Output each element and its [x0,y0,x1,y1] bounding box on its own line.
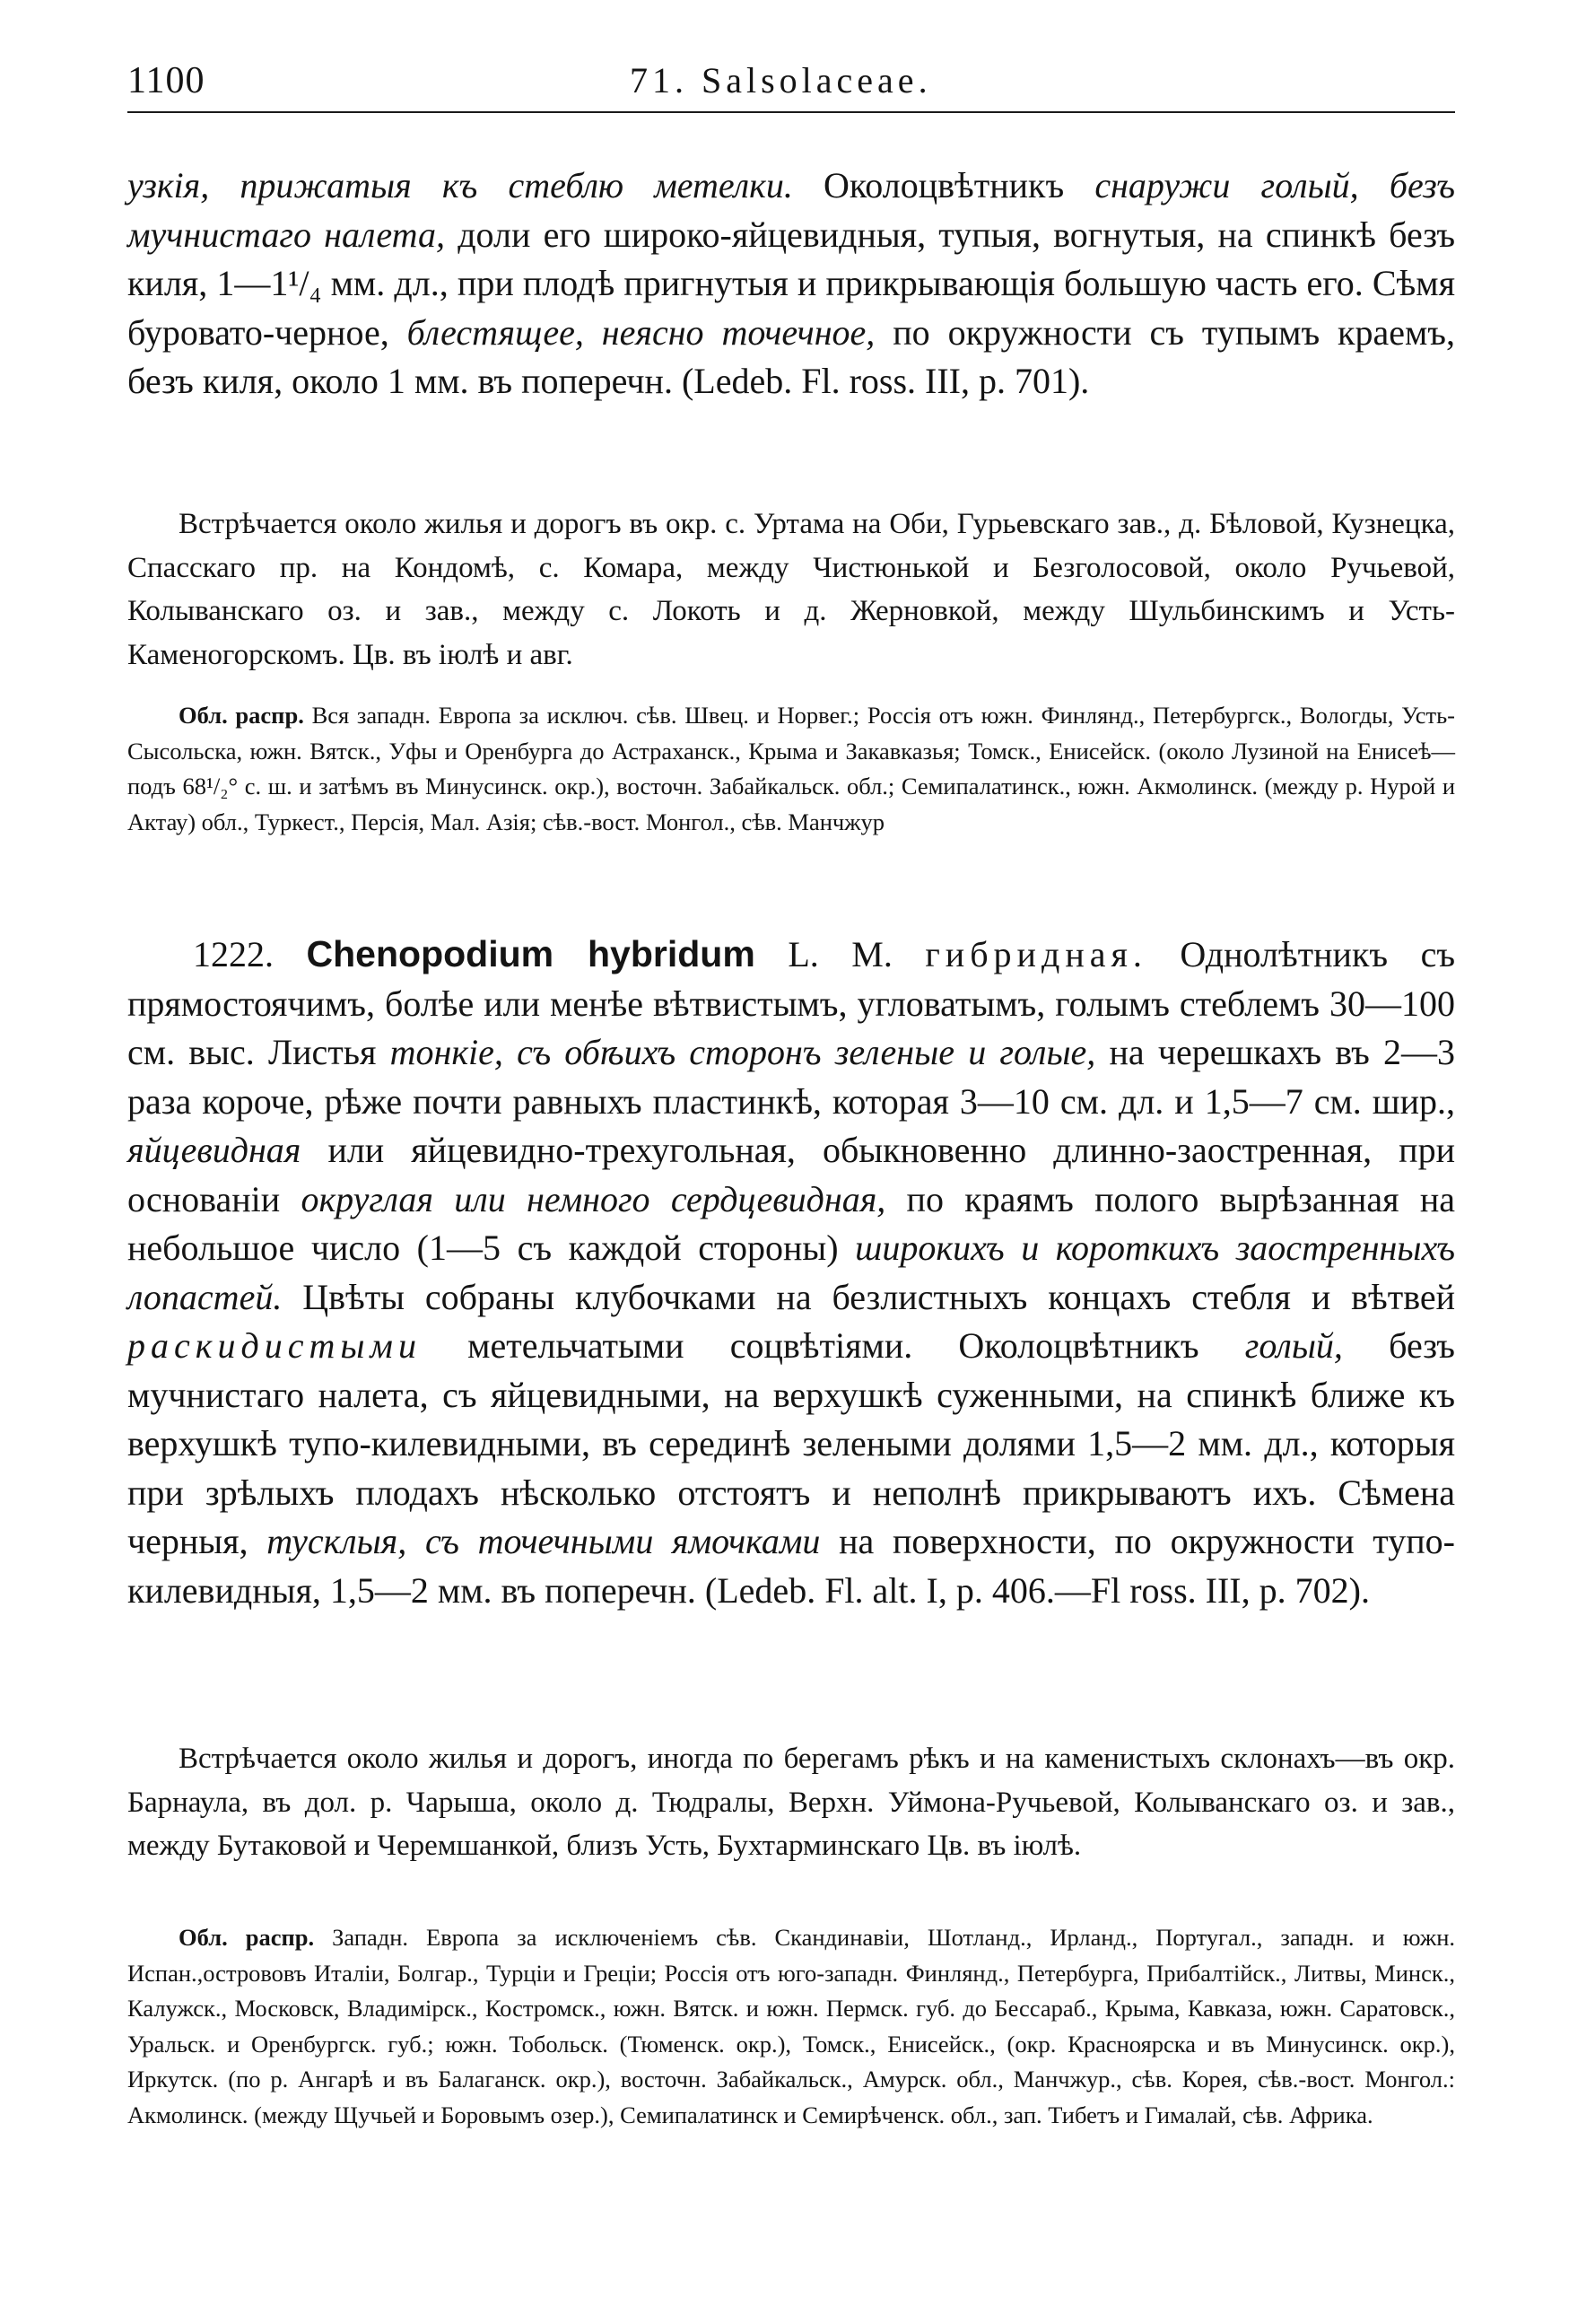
continuation-italic-1: узкія, прижатыя къ стеблю метелки. [127,165,793,205]
desc-text-3: или яйцевидно-трехугольная, обыкновенно длинно-заостренная, при основаніи [127,1130,1455,1219]
desc-italic-2: яйцевидная [127,1130,301,1170]
header-rule [127,111,1455,113]
occurrence-paragraph-2: Встрѣчается около жилья и дорогъ, иногда по берегамъ рѣкъ и на каменистыхъ склонахъ—въ окр. Барнаула, въ дол. р. Чарыша, около д. Тюдралы, Верхн. Уймона-Ручьевой, Колыванскаго оз. и зав., между Бутаковой и Черемшанкой, близъ Усть, Бухтарминскаго Цв. въ іюлѣ. [127,1743,1455,1862]
desc-italic-5: раскидистыми [127,1325,422,1366]
page-header [127,59,1455,109]
species-description [127,930,1455,1615]
page-number: 1100 [127,60,205,101]
desc-text-1: Однолѣтникъ съ прямостоячимъ, болѣе или менѣе вѣтвистымъ, угловатымъ, голымъ стеблемъ 30—100 см. выс. Листья [127,934,1456,1072]
species-number: 1222. [193,934,274,974]
species-latin-name: Chenopodium hybridum [306,933,755,974]
desc-text-4: по краямъ полого вырѣзанная на небольшое число (1—5 съ каждой стороны) [127,1178,1456,1268]
species-russian-name: гибридная. [925,934,1147,974]
running-title: 71. Salsolaceae. [630,60,932,100]
continuation-italic-2: снаружи голый, безъ мучнистаго налета, [127,165,1456,255]
desc-text-7: безъ мучнистаго налета, съ яйцевидными, на верхушкѣ суженными, на спинкѣ ближе къ верхушкѣ тупо-килевидными, въ серединѣ зелеными долями 1,5—2 мм. дл., которыя при зрѣлыхъ плодахъ нѣсколько отстоятъ и неполнѣ прикрываютъ ихъ. Сѣмена черныя, [127,1325,1455,1561]
species-author: L. M. [788,934,893,974]
distribution-paragraph-1 [127,698,1455,840]
desc-text-2: на черешкахъ въ 2—3 раза короче, рѣже почти равныхъ пластинкѣ, которая 3—10 см. дл. и 1,5—7 см. шир., [127,1032,1456,1122]
desc-italic-4: широкихъ и короткихъ заостренныхъ лопастей. [127,1228,1456,1317]
distribution-text-1: Вся западн. Европа за исключ. сѣв. Швец. и Норвег.; Россія отъ южн. Финлянд., Петербургск., Вологды, Усть-Сысольска, южн. Вятск., Уфы и Оренбурга до Астраханск., Крыма и Закавказья; Томск., Енисейск. (около Лузиной на Енисеѣ—подъ 68¹/₂° с. ш. и затѣмъ въ Минусинск. окр.), восточн. Забайкальск. обл.; Семипалатинск., южн. Акмолинск. (между р. Нурой и Актау) обл., Туркест., Персія, Мал. Азія; сѣв.-вост. Монгол., сѣв. Манчжур [127,702,1456,835]
desc-text-5: Цвѣты собраны клубочками на безлистныхъ концахъ стебля и вѣтвей [282,1276,1455,1317]
distribution-label-2: Обл. распр. [179,1924,315,1951]
distribution-paragraph-2 [127,1920,1455,2134]
occurrence-paragraph-1: Встрѣчается около жилья и дорогъ въ окр. с. Уртама на Оби, Гурьевскаго зав., д. Бѣловой, Кузнецка, Спасскаго пр. на Кондомѣ, с. Комара, между Чистюнькой и Безголосовой, около Ручьевой, Колыванскаго оз. и зав., между с. Локоть и д. Жерновкой, между Шульбинскимъ и Усть-Каменогорскомъ. Цв. въ іюлѣ и авг. [127,508,1455,671]
desc-italic-1: тонкіе, съ обѣихъ сторонъ зеленые и голые, [389,1032,1096,1072]
distribution-label-1: Обл. распр. [179,702,304,729]
continuation-text-3: по окружности съ тупымъ краемъ, безъ киля, около 1 мм. въ поперечн. (Ledeb. Fl. ross. III, p. 701). [127,311,1455,401]
desc-text-8: на поверхности, по окружности тупо-килевидныя, 1,5—2 мм. въ поперечн. (Ledeb. Fl. alt. I, p. 406.—Fl ross. III, p. 702). [127,1521,1455,1611]
continuation-text-1: Околоцвѣтникъ [792,165,1095,205]
desc-italic-3: округлая или немного сердцевидная, [301,1178,886,1219]
desc-text-6: метельчатыми соцвѣтіями. Околоцвѣтникъ [421,1325,1245,1366]
desc-italic-6: голый, [1244,1325,1343,1366]
continuation-paragraph [127,162,1455,406]
continuation-text-2: доли его широко-яйцевидныя, тупыя, вогнутыя, на спинкѣ безъ киля, 1—1¹/₄ мм. дл., при плодѣ пригнутыя и прикрывающія большую часть его. Сѣмя буровато-черное, [127,214,1455,353]
desc-italic-7: тусклыя, съ точечными ямочками [266,1521,821,1561]
distribution-text-2: Западн. Европа за исключеніемъ сѣв. Скандинавіи, Шотланд., Ирланд., Португал., западн. и южн. Испан.,острововъ Италіи, Болгар., Турціи и Греціи; Россія отъ юго-западн. Финлянд., Петербурга, Прибалтійск., Литвы, Минск., Калужск., Московск, Владимірск., Костромск., южн. Вятск. и южн. Пермск. губ. до Бессараб., Крыма, Кавказа, южн. Саратовск., Уральск. и Оренбургск. губ.; южн. Тобольск. (Тюменск. окр.), Томск., Енисейск., (окр. Красноярска и въ Минусинск. окр.), Иркутск. (по р. Ангарѣ и въ Балаганск. окр.), восточн. Забайкальск., Амурск. обл., Манчжур., сѣв. Корея, сѣв.-вост. Монгол.: Акмолинск. (между Щучьей и Боровымъ озер.), Семипалатинск и Семирѣченск. обл., зап. Тибетъ и Гималай, сѣв. Африка. [127,1924,1455,2128]
continuation-italic-3: блестящее, неясно точечное, [406,311,876,353]
